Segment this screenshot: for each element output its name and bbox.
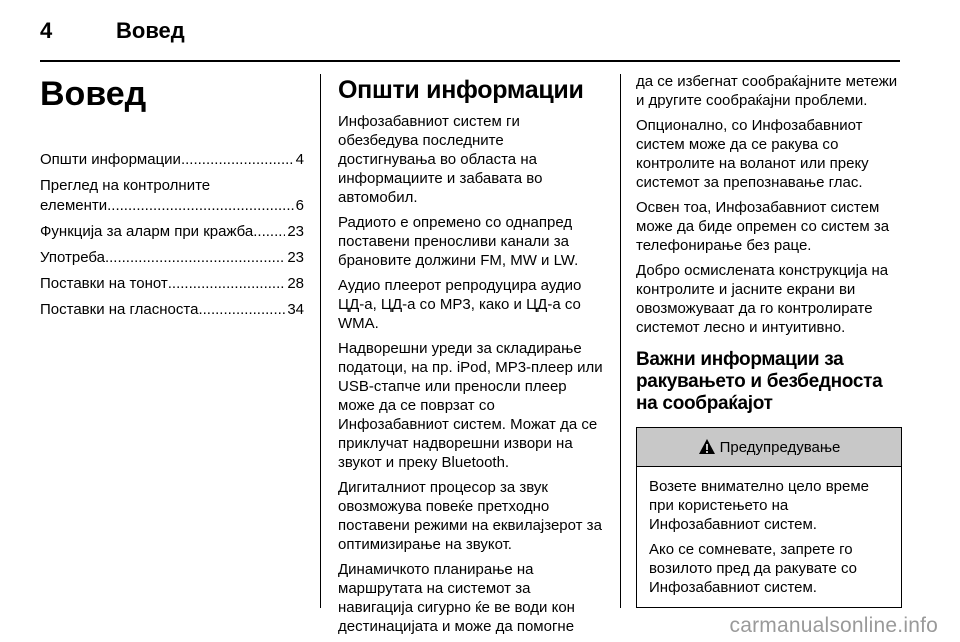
- toc-item[interactable]: [40, 274, 304, 294]
- toc-label: Функција за аларм при кражба: [40, 223, 254, 240]
- toc-label: Употреба: [40, 249, 105, 266]
- toc-leader: [253, 222, 285, 242]
- header-title: Вовед: [116, 18, 185, 43]
- paragraph: да се избегнат сообраќајните метежи и другите сообраќајни проблеми.: [636, 73, 898, 109]
- paragraph: Возете внимателно цело време при користењето на Инфозабавниот систем.: [649, 478, 869, 533]
- toc-item[interactable]: [40, 150, 304, 170]
- warning-header: [637, 428, 901, 467]
- paragraph: Добро осмислената конструкција на контролите и јасните екрани ви овозможуваат да го контролирате системот лесно и интуитивно.: [636, 262, 889, 336]
- paragraph: Опционално, со Инфозабавниот систем може да се ракува со контролите на воланот или преку системот за препознавање глас.: [636, 117, 869, 191]
- toc-column: [40, 72, 304, 326]
- column-divider: [320, 74, 321, 608]
- page-number: 4: [40, 18, 53, 43]
- toc-page: 28: [287, 275, 304, 292]
- section-title: Општи информации: [338, 76, 584, 104]
- toc-page: 23: [287, 223, 304, 240]
- toc-item[interactable]: [40, 222, 304, 242]
- toc-page: 6: [295, 197, 304, 214]
- warning-box: [636, 427, 902, 608]
- toc-item[interactable]: [40, 248, 304, 268]
- watermark: carmanualsonline.info: [729, 614, 938, 637]
- toc-page: 4: [295, 151, 304, 168]
- subheading: Важни информации за ракувањето и безбедноста на сообраќајот: [636, 349, 883, 414]
- paragraph: Надворешни уреди за складирање податоци, на пр. iPod, MP3-плеер или USB-стапче или преносли плеер може да се поврзат со Инфозабавниот систем. Можат да се приклучат надворешни извори на звукот и преку Bluetooth.: [338, 340, 603, 471]
- warning-triangle-icon: [698, 438, 716, 456]
- column-divider: [620, 74, 621, 608]
- paragraph: Освен тоа, Инфозабавниот систем може да биде опремен со систем за телефонирање без раце.: [636, 199, 890, 254]
- toc-page: 23: [287, 249, 304, 266]
- toc-label-cont: елементи: [40, 197, 108, 214]
- paragraph: Динамичкото планирање на маршрутата на системот за навигација сигурно ќе ве води кон дестинацијата и може да помогне: [338, 561, 575, 635]
- toc-label: Поставки на гласноста: [40, 301, 199, 318]
- warning-title: Предупредување: [719, 438, 841, 456]
- toc-label: Поставки на тонот: [40, 275, 168, 292]
- toc-item[interactable]: [40, 176, 304, 216]
- toc-leader: [168, 274, 286, 294]
- header-rule: [40, 60, 900, 62]
- toc-label: Општи информации: [40, 151, 181, 168]
- paragraph: Ако се сомневате, запрете го возилото пред да ракувате со Инфозабавниот систем.: [649, 541, 857, 596]
- warning-body: [637, 467, 901, 607]
- toc-leader: [198, 300, 285, 320]
- paragraph: Радиото е опремено со однапред поставени преносливи канали за брановите должини FM, MW и LW.: [338, 214, 579, 269]
- toc-label: Преглед на контролните: [40, 177, 211, 194]
- general-info-column: [338, 72, 604, 642]
- toc-item[interactable]: [40, 300, 304, 320]
- chapter-title: Вовед: [40, 75, 147, 113]
- continued-column: [636, 72, 902, 608]
- toc-leader: [181, 150, 294, 170]
- toc-page: 34: [287, 301, 304, 318]
- toc-leader: [107, 196, 294, 216]
- paragraph: Инфозабавниот систем ги обезбедува последните достигнувања во областа на информациите и забавата во автомобил.: [338, 113, 543, 206]
- paragraph: Дигиталниот процесор за звук овозможува повеќе претходно поставени режими на еквилајзерот за оптимизирање на звукот.: [338, 479, 602, 553]
- paragraph: Аудио плеерот репродуцира аудио ЦД-а, ЦД-а со MP3, како и ЦД-а со WMA.: [338, 277, 582, 332]
- toc-leader: [105, 248, 285, 268]
